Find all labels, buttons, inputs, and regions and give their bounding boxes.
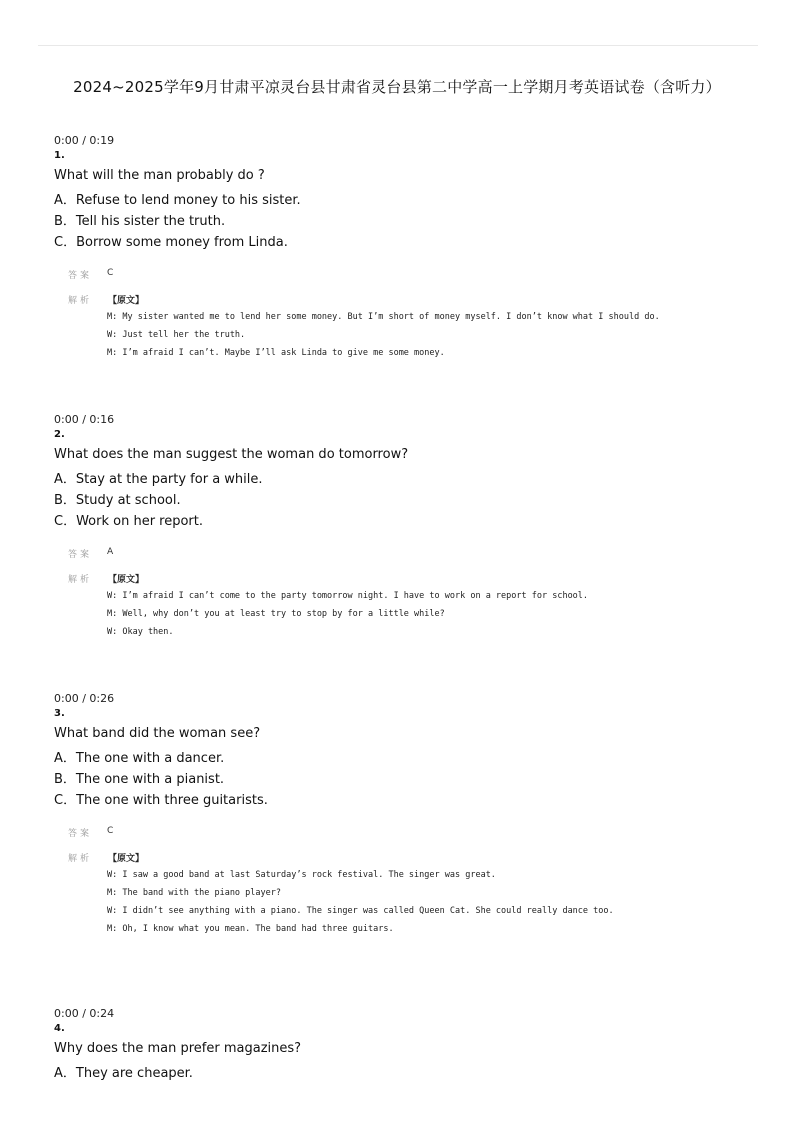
option-b: B．The one with a pianist. <box>54 772 225 787</box>
audio-player-time[interactable]: 0:00 / 0:24 <box>54 1007 115 1020</box>
answer-label: 答案 <box>68 829 93 839</box>
option-a: A．Stay at the party for a while. <box>54 472 263 487</box>
transcript-heading: 【原文】 <box>108 575 145 585</box>
option-a: A．They are cheaper. <box>54 1066 193 1081</box>
transcript-line: W: I’m afraid I can’t come to the party tomorrow night. I have to work on a report for school. <box>107 591 589 601</box>
answer-value: C <box>107 268 114 278</box>
transcript-line: M: I’m afraid I can’t. Maybe I’ll ask Linda to give me some money. <box>107 348 445 358</box>
question-stem: What band did the woman see? <box>54 726 261 741</box>
question-stem: What will the man probably do ? <box>54 168 265 183</box>
audio-player-time[interactable]: 0:00 / 0:26 <box>54 692 115 705</box>
question-number: 1. <box>54 150 65 161</box>
audio-player-time[interactable]: 0:00 / 0:16 <box>54 413 115 426</box>
page-title: 2024~2025学年9月甘肃平凉灵台县甘肃省灵台县第二中学高一上学期月考英语试卷（含听力） <box>73 78 721 96</box>
question-stem: Why does the man prefer magazines? <box>54 1041 302 1056</box>
analysis-label: 解析 <box>68 575 93 585</box>
option-a: A．The one with a dancer. <box>54 751 225 766</box>
transcript-line: W: Okay then. <box>107 627 174 637</box>
transcript-heading: 【原文】 <box>108 296 145 306</box>
question-stem: What does the man suggest the woman do tomorrow? <box>54 447 409 462</box>
option-a: A．Refuse to lend money to his sister. <box>54 193 301 208</box>
transcript-line: M: Oh, I know what you mean. The band had three guitars. <box>107 924 394 934</box>
answer-label: 答案 <box>68 271 93 281</box>
question-number: 4. <box>54 1023 65 1034</box>
transcript-line: M: My sister wanted me to lend her some money. But I’m short of money myself. I don’t know what I should do. <box>107 312 660 322</box>
transcript-line: W: I saw a good band at last Saturday’s rock festival. The singer was great. <box>107 870 496 880</box>
answer-value: C <box>107 826 114 836</box>
top-divider <box>38 45 758 46</box>
question-number: 3. <box>54 708 65 719</box>
transcript-line: W: Just tell her the truth. <box>107 330 246 340</box>
option-c: C．The one with three guitarists. <box>54 793 268 808</box>
answer-value: A <box>107 547 114 557</box>
option-c: C．Work on her report. <box>54 514 204 529</box>
analysis-label: 解析 <box>68 296 93 306</box>
transcript-heading: 【原文】 <box>108 854 145 864</box>
audio-player-time[interactable]: 0:00 / 0:19 <box>54 134 115 147</box>
question-number: 2. <box>54 429 65 440</box>
answer-label: 答案 <box>68 550 93 560</box>
option-c: C．Borrow some money from Linda. <box>54 235 288 250</box>
analysis-label: 解析 <box>68 854 93 864</box>
transcript-line: M: The band with the piano player? <box>107 888 281 898</box>
option-b: B．Tell his sister the truth. <box>54 214 226 229</box>
transcript-line: W: I didn’t see anything with a piano. The singer was called Queen Cat. She could really dance too. <box>107 906 614 916</box>
option-b: B．Study at school. <box>54 493 181 508</box>
transcript-line: M: Well, why don’t you at least try to stop by for a little while? <box>107 609 445 619</box>
